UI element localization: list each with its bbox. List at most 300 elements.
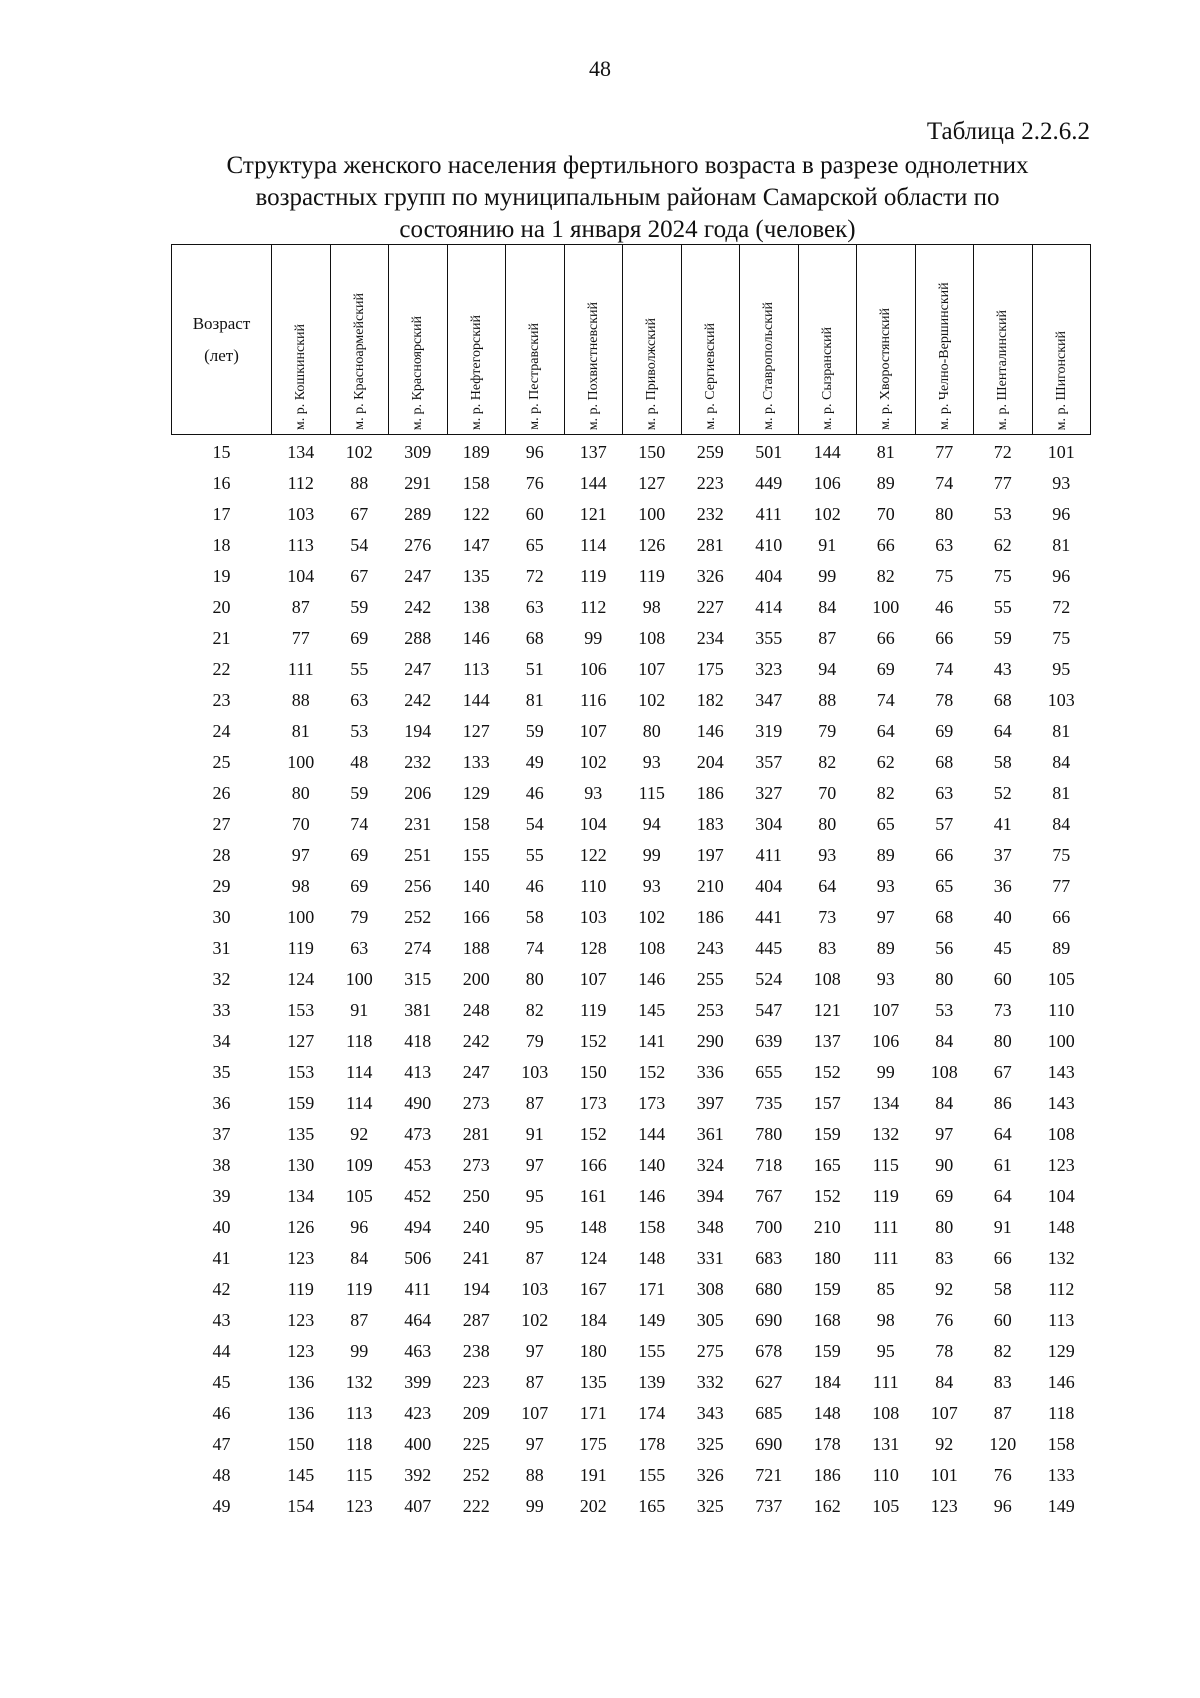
value-cell: 80 (818, 814, 837, 834)
value-cell: 99 (525, 1496, 544, 1516)
table-row (172, 530, 1091, 561)
value-cell: 255 (696, 969, 724, 989)
value-cell: 116 (580, 690, 607, 710)
value-cell: 234 (696, 628, 724, 648)
value-cell: 123 (287, 1341, 315, 1361)
value-cell: 143 (1047, 1062, 1075, 1082)
value-cell: 72 (1052, 597, 1071, 617)
district-header-label: м. р. Кошкинский (293, 323, 309, 430)
value-cell: 165 (813, 1155, 841, 1175)
value-cell: 183 (696, 814, 724, 834)
value-cell: 113 (463, 659, 490, 679)
value-cell: 171 (638, 1279, 666, 1299)
value-cell: 222 (462, 1496, 490, 1516)
value-cell: 74 (525, 938, 544, 958)
age-cell: 39 (212, 1186, 231, 1206)
value-cell: 59 (350, 783, 369, 803)
value-cell: 123 (345, 1496, 373, 1516)
value-cell: 55 (525, 845, 544, 865)
value-cell: 95 (525, 1186, 544, 1206)
value-cell: 132 (1047, 1248, 1075, 1268)
value-cell: 121 (813, 1000, 841, 1020)
value-cell: 138 (462, 597, 490, 617)
value-cell: 132 (345, 1372, 373, 1392)
table-row (172, 1212, 1091, 1243)
age-cell: 44 (212, 1341, 231, 1361)
value-cell: 99 (642, 845, 661, 865)
value-cell: 64 (876, 721, 895, 741)
value-cell: 209 (462, 1403, 490, 1423)
value-cell: 123 (287, 1310, 315, 1330)
value-cell: 75 (935, 566, 954, 586)
value-cell: 64 (818, 876, 837, 896)
value-cell: 98 (291, 876, 310, 896)
value-cell: 88 (291, 690, 310, 710)
value-cell: 167 (579, 1279, 607, 1299)
age-cell: 46 (212, 1403, 231, 1423)
value-cell: 159 (813, 1279, 841, 1299)
value-cell: 91 (525, 1124, 544, 1144)
value-cell: 107 (521, 1403, 549, 1423)
value-cell: 45 (993, 938, 1012, 958)
value-cell: 159 (287, 1093, 315, 1113)
value-cell: 96 (993, 1496, 1012, 1516)
value-cell: 242 (462, 1031, 490, 1051)
value-cell: 189 (462, 442, 490, 462)
value-cell: 399 (404, 1372, 432, 1392)
value-cell: 100 (287, 752, 315, 772)
district-header-label: м. р. Хворостянский (878, 308, 894, 430)
age-cell: 23 (212, 690, 231, 710)
value-cell: 69 (350, 628, 369, 648)
value-cell: 92 (935, 1279, 954, 1299)
value-cell: 46 (525, 876, 544, 896)
value-cell: 287 (462, 1310, 490, 1330)
value-cell: 152 (813, 1186, 841, 1206)
value-cell: 143 (1047, 1093, 1075, 1113)
value-cell: 381 (404, 1000, 432, 1020)
value-cell: 61 (993, 1155, 1012, 1175)
district-header (974, 245, 1033, 435)
value-cell: 100 (1047, 1031, 1075, 1051)
value-cell: 69 (935, 1186, 954, 1206)
value-cell: 423 (404, 1403, 432, 1423)
value-cell: 101 (930, 1465, 958, 1485)
value-cell: 152 (579, 1124, 607, 1144)
age-cell: 29 (212, 876, 231, 896)
value-cell: 82 (525, 1000, 544, 1020)
value-cell: 64 (993, 721, 1012, 741)
value-cell: 62 (993, 535, 1012, 555)
value-cell: 87 (525, 1093, 544, 1113)
value-cell: 87 (291, 597, 310, 617)
value-cell: 332 (696, 1372, 724, 1392)
value-cell: 231 (404, 814, 432, 834)
value-cell: 243 (696, 938, 724, 958)
value-cell: 145 (638, 1000, 666, 1020)
value-cell: 80 (935, 1217, 954, 1237)
table-row (172, 1119, 1091, 1150)
value-cell: 188 (462, 938, 490, 958)
value-cell: 194 (462, 1279, 490, 1299)
value-cell: 102 (579, 752, 607, 772)
value-cell: 74 (876, 690, 895, 710)
value-cell: 242 (404, 597, 432, 617)
value-cell: 110 (872, 1465, 899, 1485)
table-row (172, 747, 1091, 778)
district-header-label: м. р. Приволжский (644, 317, 660, 430)
value-cell: 81 (1052, 535, 1071, 555)
value-cell: 55 (993, 597, 1012, 617)
value-cell: 70 (876, 504, 895, 524)
value-cell: 161 (579, 1186, 607, 1206)
value-cell: 92 (935, 1434, 954, 1454)
district-header (623, 245, 682, 435)
value-cell: 66 (876, 628, 895, 648)
value-cell: 136 (287, 1372, 315, 1392)
value-cell: 113 (346, 1403, 373, 1423)
value-cell: 68 (935, 907, 954, 927)
table-row (172, 685, 1091, 716)
value-cell: 326 (696, 1465, 724, 1485)
value-cell: 121 (579, 504, 607, 524)
value-cell: 144 (579, 473, 607, 493)
table-row (172, 933, 1091, 964)
value-cell: 52 (993, 783, 1012, 803)
table-number: Таблица 2.2.6.2 (926, 118, 1090, 145)
value-cell: 88 (525, 1465, 544, 1485)
value-cell: 683 (755, 1248, 783, 1268)
value-cell: 83 (993, 1372, 1012, 1392)
value-cell: 76 (993, 1465, 1012, 1485)
value-cell: 115 (638, 783, 665, 803)
value-cell: 84 (1052, 814, 1071, 834)
value-cell: 115 (346, 1465, 373, 1485)
value-cell: 240 (462, 1217, 490, 1237)
value-cell: 73 (993, 1000, 1012, 1020)
value-cell: 127 (287, 1031, 315, 1051)
value-cell: 67 (350, 566, 369, 586)
value-cell: 397 (696, 1093, 724, 1113)
value-cell: 80 (525, 969, 544, 989)
value-cell: 36 (993, 876, 1012, 896)
value-cell: 94 (642, 814, 661, 834)
value-cell: 128 (579, 938, 607, 958)
value-cell: 315 (404, 969, 432, 989)
value-cell: 77 (935, 442, 954, 462)
value-cell: 46 (935, 597, 954, 617)
value-cell: 107 (579, 969, 607, 989)
district-header (915, 245, 974, 435)
table-row (172, 995, 1091, 1026)
value-cell: 158 (638, 1217, 666, 1237)
value-cell: 104 (1047, 1186, 1075, 1206)
age-cell: 17 (212, 504, 231, 524)
value-cell: 110 (1048, 1000, 1075, 1020)
table-row (172, 1026, 1091, 1057)
value-cell: 411 (755, 845, 782, 865)
value-cell: 357 (755, 752, 783, 772)
value-cell: 73 (818, 907, 837, 927)
value-cell: 251 (404, 845, 432, 865)
value-cell: 66 (1052, 907, 1071, 927)
value-cell: 88 (818, 690, 837, 710)
value-cell: 63 (525, 597, 544, 617)
table-row (172, 809, 1091, 840)
value-cell: 124 (579, 1248, 607, 1268)
value-cell: 70 (291, 814, 310, 834)
age-cell: 33 (212, 1000, 231, 1020)
value-cell: 144 (638, 1124, 666, 1144)
table-header (172, 245, 1091, 435)
table-row (172, 1274, 1091, 1305)
district-header-label: м. р. Шенталинский (995, 309, 1011, 430)
district-header (272, 245, 331, 435)
age-cell: 28 (212, 845, 231, 865)
value-cell: 223 (696, 473, 724, 493)
district-header-label: м. р. Красноармейский (351, 293, 367, 430)
age-cell: 19 (212, 566, 231, 586)
value-cell: 135 (579, 1372, 607, 1392)
value-cell: 97 (876, 907, 895, 927)
value-cell: 150 (638, 442, 666, 462)
table-row (172, 1057, 1091, 1088)
value-cell: 96 (1052, 566, 1071, 586)
value-cell: 40 (993, 907, 1012, 927)
table-row (172, 1367, 1091, 1398)
district-header-label: м. р. Ставропольский (761, 302, 777, 430)
value-cell: 227 (696, 597, 724, 617)
value-cell: 404 (755, 566, 783, 586)
age-header-line: Возраст (192, 313, 251, 333)
value-cell: 411 (404, 1279, 431, 1299)
value-cell: 77 (291, 628, 310, 648)
table-row (172, 716, 1091, 747)
district-header (798, 245, 857, 435)
value-cell: 107 (872, 1000, 900, 1020)
value-cell: 113 (1048, 1310, 1075, 1330)
value-cell: 158 (1047, 1434, 1075, 1454)
table-row (172, 1305, 1091, 1336)
value-cell: 139 (638, 1372, 666, 1392)
value-cell: 81 (1052, 783, 1071, 803)
value-cell: 150 (287, 1434, 315, 1454)
value-cell: 66 (935, 628, 954, 648)
value-cell: 324 (696, 1155, 724, 1175)
value-cell: 445 (755, 938, 783, 958)
value-cell: 89 (1052, 938, 1071, 958)
district-header-label: м. р. Челно-Вершинский (936, 282, 952, 430)
value-cell: 119 (872, 1186, 899, 1206)
value-cell: 202 (579, 1496, 607, 1516)
value-cell: 81 (1052, 721, 1071, 741)
value-cell: 129 (1047, 1341, 1075, 1361)
value-cell: 106 (813, 473, 841, 493)
value-cell: 55 (350, 659, 369, 679)
table-row (172, 871, 1091, 902)
value-cell: 105 (872, 1496, 900, 1516)
value-cell: 112 (1048, 1279, 1075, 1299)
value-cell: 453 (404, 1155, 432, 1175)
value-cell: 155 (638, 1465, 666, 1485)
value-cell: 325 (696, 1496, 724, 1516)
value-cell: 105 (345, 1186, 373, 1206)
value-cell: 148 (579, 1217, 607, 1237)
value-cell: 178 (638, 1434, 666, 1454)
value-cell: 146 (696, 721, 724, 741)
value-cell: 127 (638, 473, 666, 493)
value-cell: 304 (755, 814, 783, 834)
table-row (172, 1088, 1091, 1119)
age-cell: 38 (212, 1155, 231, 1175)
value-cell: 158 (462, 473, 490, 493)
age-cell: 20 (212, 597, 231, 617)
district-header-label: м. р. Пестравский (527, 323, 543, 430)
table-row (172, 435, 1091, 469)
value-cell: 232 (696, 504, 724, 524)
district-header (1032, 245, 1091, 435)
value-cell: 83 (818, 938, 837, 958)
district-header (857, 245, 916, 435)
value-cell: 173 (638, 1093, 666, 1113)
value-cell: 655 (755, 1062, 783, 1082)
value-cell: 737 (755, 1496, 783, 1516)
title-line: возрастных групп по муниципальным районам Самарской области по (255, 184, 1000, 211)
value-cell: 735 (755, 1093, 783, 1113)
value-cell: 135 (462, 566, 490, 586)
value-cell: 84 (935, 1093, 954, 1113)
district-header (564, 245, 623, 435)
value-cell: 210 (696, 876, 724, 896)
value-cell: 413 (404, 1062, 432, 1082)
value-cell: 149 (1047, 1496, 1075, 1516)
value-cell: 394 (696, 1186, 724, 1206)
value-cell: 63 (350, 690, 369, 710)
table-row (172, 561, 1091, 592)
value-cell: 64 (993, 1186, 1012, 1206)
value-cell: 102 (813, 504, 841, 524)
value-cell: 281 (462, 1124, 490, 1144)
value-cell: 107 (930, 1403, 958, 1423)
value-cell: 114 (346, 1093, 373, 1113)
value-cell: 91 (818, 535, 837, 555)
value-cell: 114 (346, 1062, 373, 1082)
value-cell: 108 (1047, 1124, 1075, 1144)
value-cell: 84 (935, 1031, 954, 1051)
value-cell: 86 (993, 1093, 1012, 1113)
value-cell: 136 (287, 1403, 315, 1423)
value-cell: 41 (993, 814, 1012, 834)
value-cell: 100 (287, 907, 315, 927)
value-cell: 43 (993, 659, 1012, 679)
table-title (165, 150, 1090, 246)
value-cell: 323 (755, 659, 783, 679)
value-cell: 76 (525, 473, 544, 493)
value-cell: 547 (755, 1000, 783, 1020)
value-cell: 123 (930, 1496, 958, 1516)
value-cell: 96 (1052, 504, 1071, 524)
value-cell: 275 (696, 1341, 724, 1361)
value-cell: 276 (404, 535, 432, 555)
value-cell: 186 (696, 907, 724, 927)
value-cell: 69 (935, 721, 954, 741)
value-cell: 140 (638, 1155, 666, 1175)
age-cell: 36 (212, 1093, 231, 1113)
value-cell: 63 (350, 938, 369, 958)
table-row (172, 499, 1091, 530)
value-cell: 82 (876, 566, 895, 586)
district-header (389, 245, 448, 435)
age-cell: 25 (212, 752, 231, 772)
value-cell: 506 (404, 1248, 432, 1268)
age-cell: 47 (212, 1434, 231, 1454)
value-cell: 89 (876, 845, 895, 865)
value-cell: 148 (1047, 1217, 1075, 1237)
value-cell: 102 (345, 442, 373, 462)
value-cell: 104 (579, 814, 607, 834)
value-cell: 65 (525, 535, 544, 555)
value-cell: 247 (462, 1062, 490, 1082)
value-cell: 145 (287, 1465, 315, 1485)
value-cell: 119 (580, 1000, 607, 1020)
value-cell: 404 (755, 876, 783, 896)
value-cell: 134 (287, 442, 315, 462)
value-cell: 361 (696, 1124, 724, 1144)
value-cell: 59 (350, 597, 369, 617)
value-cell: 144 (462, 690, 490, 710)
value-cell: 159 (813, 1124, 841, 1144)
value-cell: 93 (1052, 473, 1071, 493)
value-cell: 309 (404, 442, 432, 462)
value-cell: 274 (404, 938, 432, 958)
value-cell: 133 (1047, 1465, 1075, 1485)
district-header-label: м. р. Сызранский (819, 327, 835, 430)
value-cell: 680 (755, 1279, 783, 1299)
value-cell: 108 (813, 969, 841, 989)
age-cell: 49 (212, 1496, 231, 1516)
value-cell: 74 (935, 659, 954, 679)
value-cell: 247 (404, 659, 432, 679)
value-cell: 291 (404, 473, 432, 493)
value-cell: 144 (813, 442, 841, 462)
value-cell: 58 (993, 752, 1012, 772)
value-cell: 80 (935, 504, 954, 524)
value-cell: 123 (287, 1248, 315, 1268)
value-cell: 60 (993, 1310, 1012, 1330)
value-cell: 106 (579, 659, 607, 679)
value-cell: 494 (404, 1217, 432, 1237)
value-cell: 100 (872, 597, 900, 617)
value-cell: 87 (350, 1310, 369, 1330)
age-cell: 37 (212, 1124, 231, 1144)
value-cell: 69 (350, 845, 369, 865)
value-cell: 165 (638, 1496, 666, 1516)
value-cell: 103 (1047, 690, 1075, 710)
value-cell: 180 (579, 1341, 607, 1361)
value-cell: 72 (525, 566, 544, 586)
value-cell: 51 (525, 659, 544, 679)
value-cell: 79 (350, 907, 369, 927)
value-cell: 721 (755, 1465, 783, 1485)
title-line: Структура женского населения фертильного возраста в разрезе однолетних (226, 152, 1029, 179)
district-header-label: м. р. Похвистневский (585, 301, 601, 430)
value-cell: 281 (696, 535, 724, 555)
value-cell: 80 (993, 1031, 1012, 1051)
value-cell: 182 (696, 690, 724, 710)
table-row (172, 592, 1091, 623)
value-cell: 159 (813, 1341, 841, 1361)
value-cell: 253 (696, 1000, 724, 1020)
